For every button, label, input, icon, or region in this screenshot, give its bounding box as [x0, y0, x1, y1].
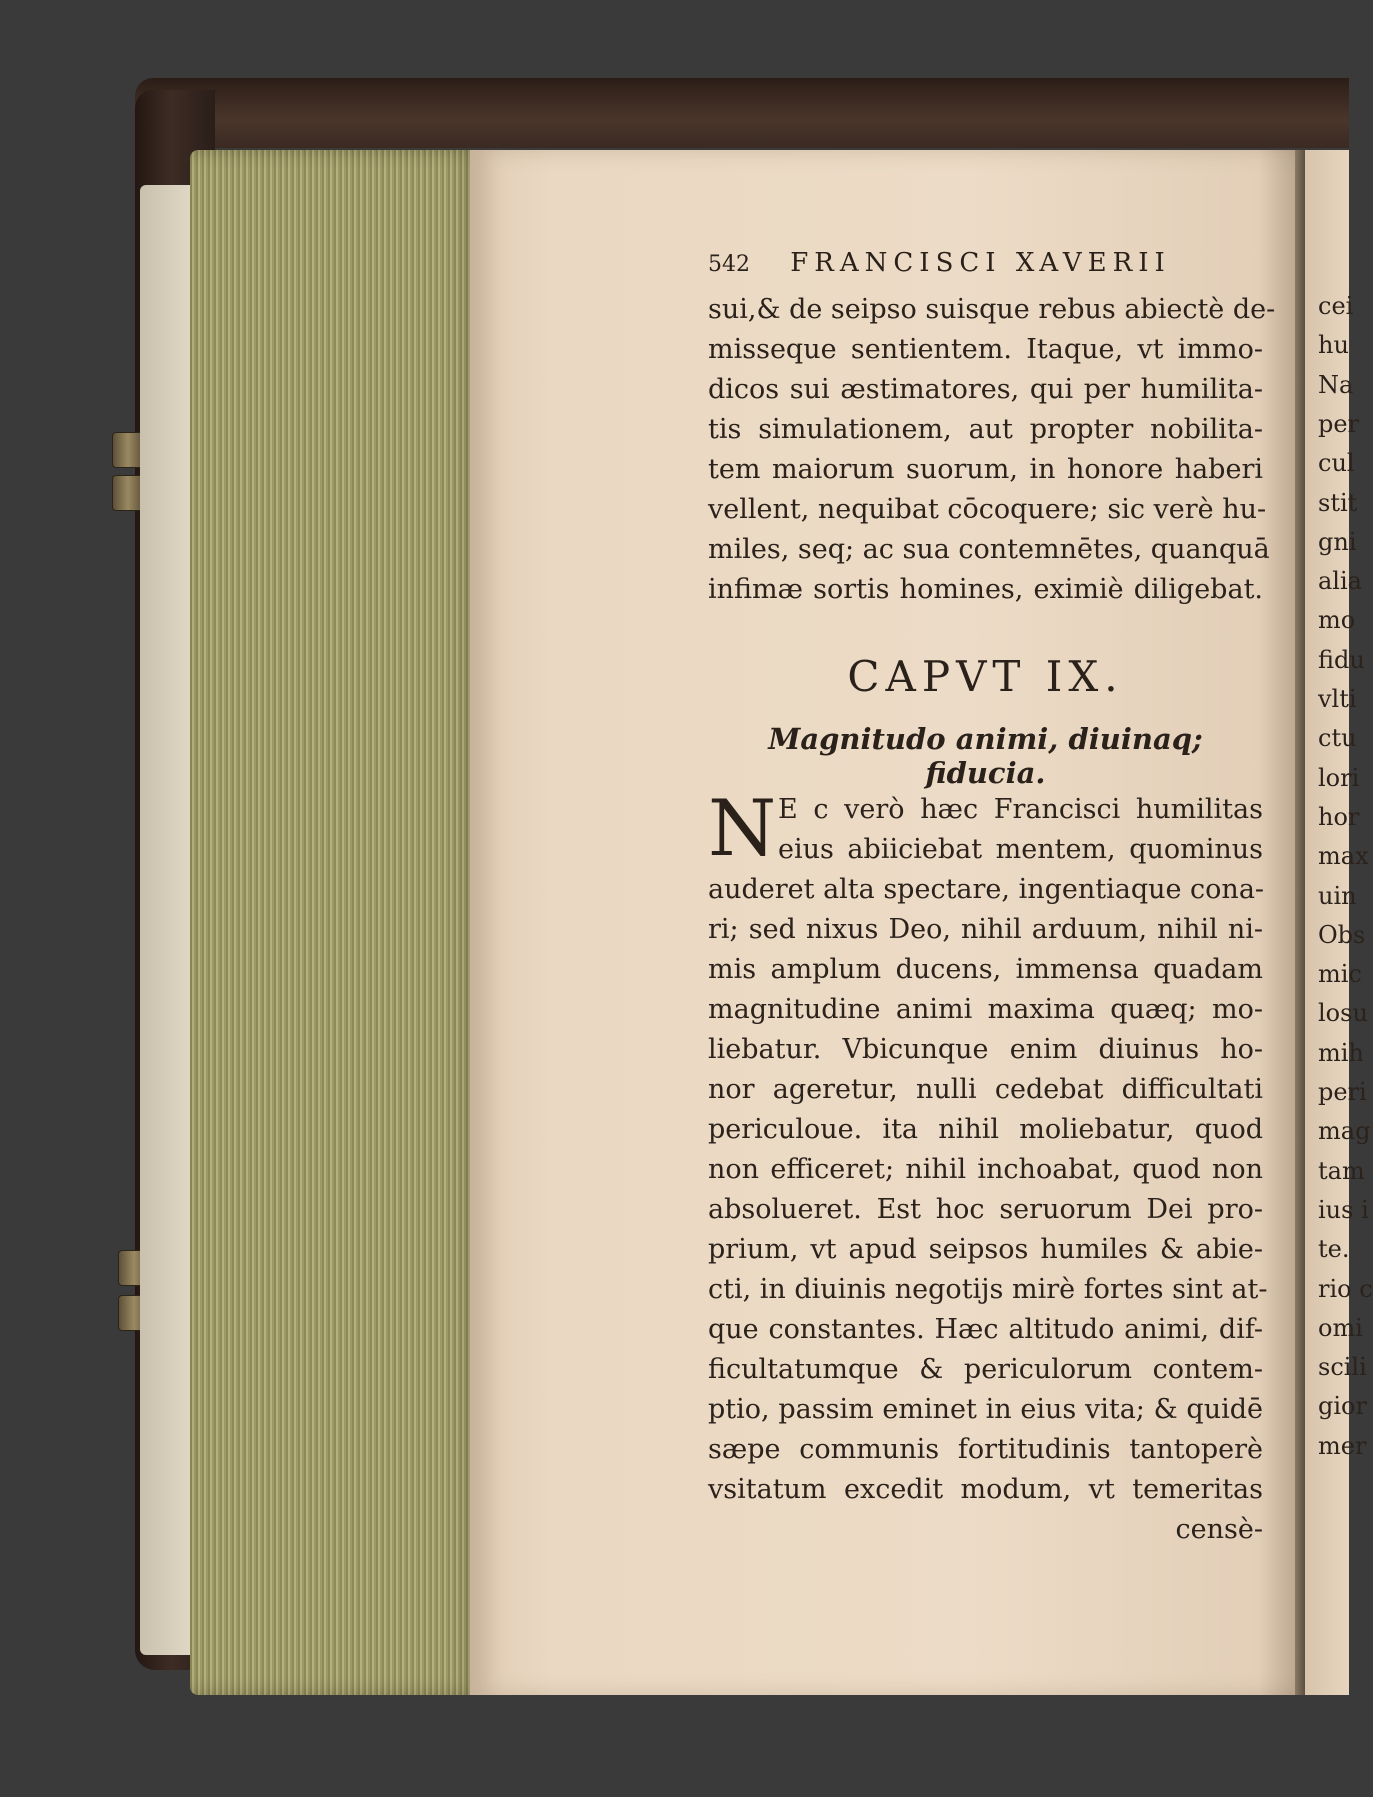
- text-line: cti, in diuinis negotijs mirè fortes sint at-: [708, 1274, 1268, 1305]
- right-page-fragment: mag: [1318, 1117, 1371, 1146]
- running-title: FRANCISCI XAVERII: [790, 248, 1171, 278]
- running-head: [708, 248, 1171, 278]
- text-line: eius abiiciebat mentem, quominus: [778, 834, 1263, 865]
- text-line: periculoue. ita nihil moliebatur, quod: [708, 1114, 1263, 1145]
- right-page-fragment: te.: [1318, 1235, 1350, 1264]
- text-line: absolueret. Est hoc seruorum Dei pro-: [708, 1194, 1263, 1225]
- text-line: prium, vt apud seipsos humiles & abie-: [708, 1234, 1263, 1265]
- right-page-fragment: Obs: [1318, 920, 1366, 949]
- text-line: misseque sentientem. Itaque, vt immo-: [708, 334, 1263, 365]
- text-line: dicos sui æstimatores, qui per humilita-: [708, 374, 1263, 405]
- right-page-fragment: omi: [1318, 1313, 1363, 1342]
- text-line: vellent, nequibat cōcoquere; sic verè hu-: [708, 494, 1267, 525]
- right-page-fragment: hor: [1318, 802, 1360, 831]
- right-page-fragment: losu: [1318, 999, 1368, 1028]
- paragraph-2: [708, 784, 1268, 1510]
- text-line: infimæ sortis homines, eximiè diligebat.: [708, 574, 1263, 605]
- text-line: ri; sed nixus Deo, nihil arduum, nihil ni-: [708, 914, 1263, 945]
- right-page-fragment: mo: [1318, 606, 1356, 635]
- text-line: sæpe communis fortitudinis tantoperè: [708, 1434, 1263, 1465]
- right-page-fragment: cei: [1318, 292, 1354, 320]
- right-page-fragment: gior: [1318, 1392, 1367, 1421]
- page-edges: [190, 150, 480, 1695]
- right-page-fragment: mer: [1318, 1431, 1367, 1460]
- right-page-fragment: hu: [1318, 331, 1349, 360]
- right-page-fragment: vlti: [1318, 685, 1357, 713]
- right-page-fragment: mih: [1318, 1038, 1364, 1067]
- catchword-line: [708, 1510, 1263, 1550]
- text-line: sui,& de seipso suisque rebus abiectè de-: [708, 294, 1276, 325]
- right-page-fragment: rio c: [1318, 1274, 1373, 1303]
- text-line: liebatur. Vbicunque enim diuinus ho-: [708, 1034, 1263, 1065]
- text-line: magnitudine animi maxima quæq; mo-: [708, 994, 1263, 1025]
- text-line: mis amplum ducens, immensa quadam: [708, 954, 1263, 985]
- right-page-fragment: per: [1318, 409, 1360, 438]
- right-page-fragment: alia: [1318, 567, 1362, 596]
- right-page-fragment: tam: [1318, 1156, 1365, 1185]
- text-line: que constantes. Hæc altitudo animi, dif-: [708, 1314, 1263, 1345]
- right-page-fragment: uin: [1318, 881, 1357, 910]
- right-page-fragment: ctu: [1318, 724, 1357, 753]
- right-page-fragment: peri: [1318, 1078, 1367, 1106]
- text-line: nor ageretur, nulli cedebat difficultati: [708, 1074, 1263, 1105]
- text-line: non efficeret; nihil inchoabat, quod non: [708, 1154, 1263, 1185]
- text-line: auderet alta spectare, ingentiaque cona-: [708, 874, 1265, 905]
- book-cover-top: [135, 78, 1349, 148]
- catchword: censè-: [1175, 1514, 1263, 1545]
- text-line: ficultatumque & periculorum contem-: [708, 1354, 1263, 1385]
- right-page-fragment: stit: [1318, 488, 1358, 517]
- drop-capital: N: [708, 784, 777, 874]
- right-page-fragment: ius i: [1318, 1195, 1369, 1224]
- right-page-fragment: mic: [1318, 960, 1362, 989]
- right-page-fragment: fidu: [1318, 645, 1365, 674]
- right-page-fragment: Na: [1318, 370, 1354, 399]
- text-line: tem maiorum suorum, in honore haberi: [708, 454, 1263, 485]
- text-line: tis simulationem, aut propter nobilita-: [708, 414, 1263, 445]
- text-line: vsitatum excedit modum, vt temeritas: [708, 1474, 1263, 1505]
- text-line: E c verò hæc Francisci humilitas: [778, 794, 1263, 825]
- right-page-fragment: scili: [1318, 1353, 1367, 1382]
- right-page-fragment: cul: [1318, 449, 1355, 478]
- right-page-fragment: lori: [1318, 763, 1360, 792]
- right-page-fragment: max: [1318, 842, 1369, 871]
- text-line: ptio, passim eminet in eius vita; & quidē: [708, 1394, 1263, 1425]
- right-page-fragment: gni: [1318, 527, 1357, 556]
- page-number: 542: [708, 252, 750, 277]
- chapter-subtitle: Magnitudo animi, diuinaq; fiducia.: [768, 722, 1203, 790]
- paragraph-1: [708, 290, 1276, 610]
- chapter-title: CAPVT IX.: [847, 652, 1124, 701]
- text-line: miles, seq; ac sua contemnētes, quanquā: [708, 534, 1270, 565]
